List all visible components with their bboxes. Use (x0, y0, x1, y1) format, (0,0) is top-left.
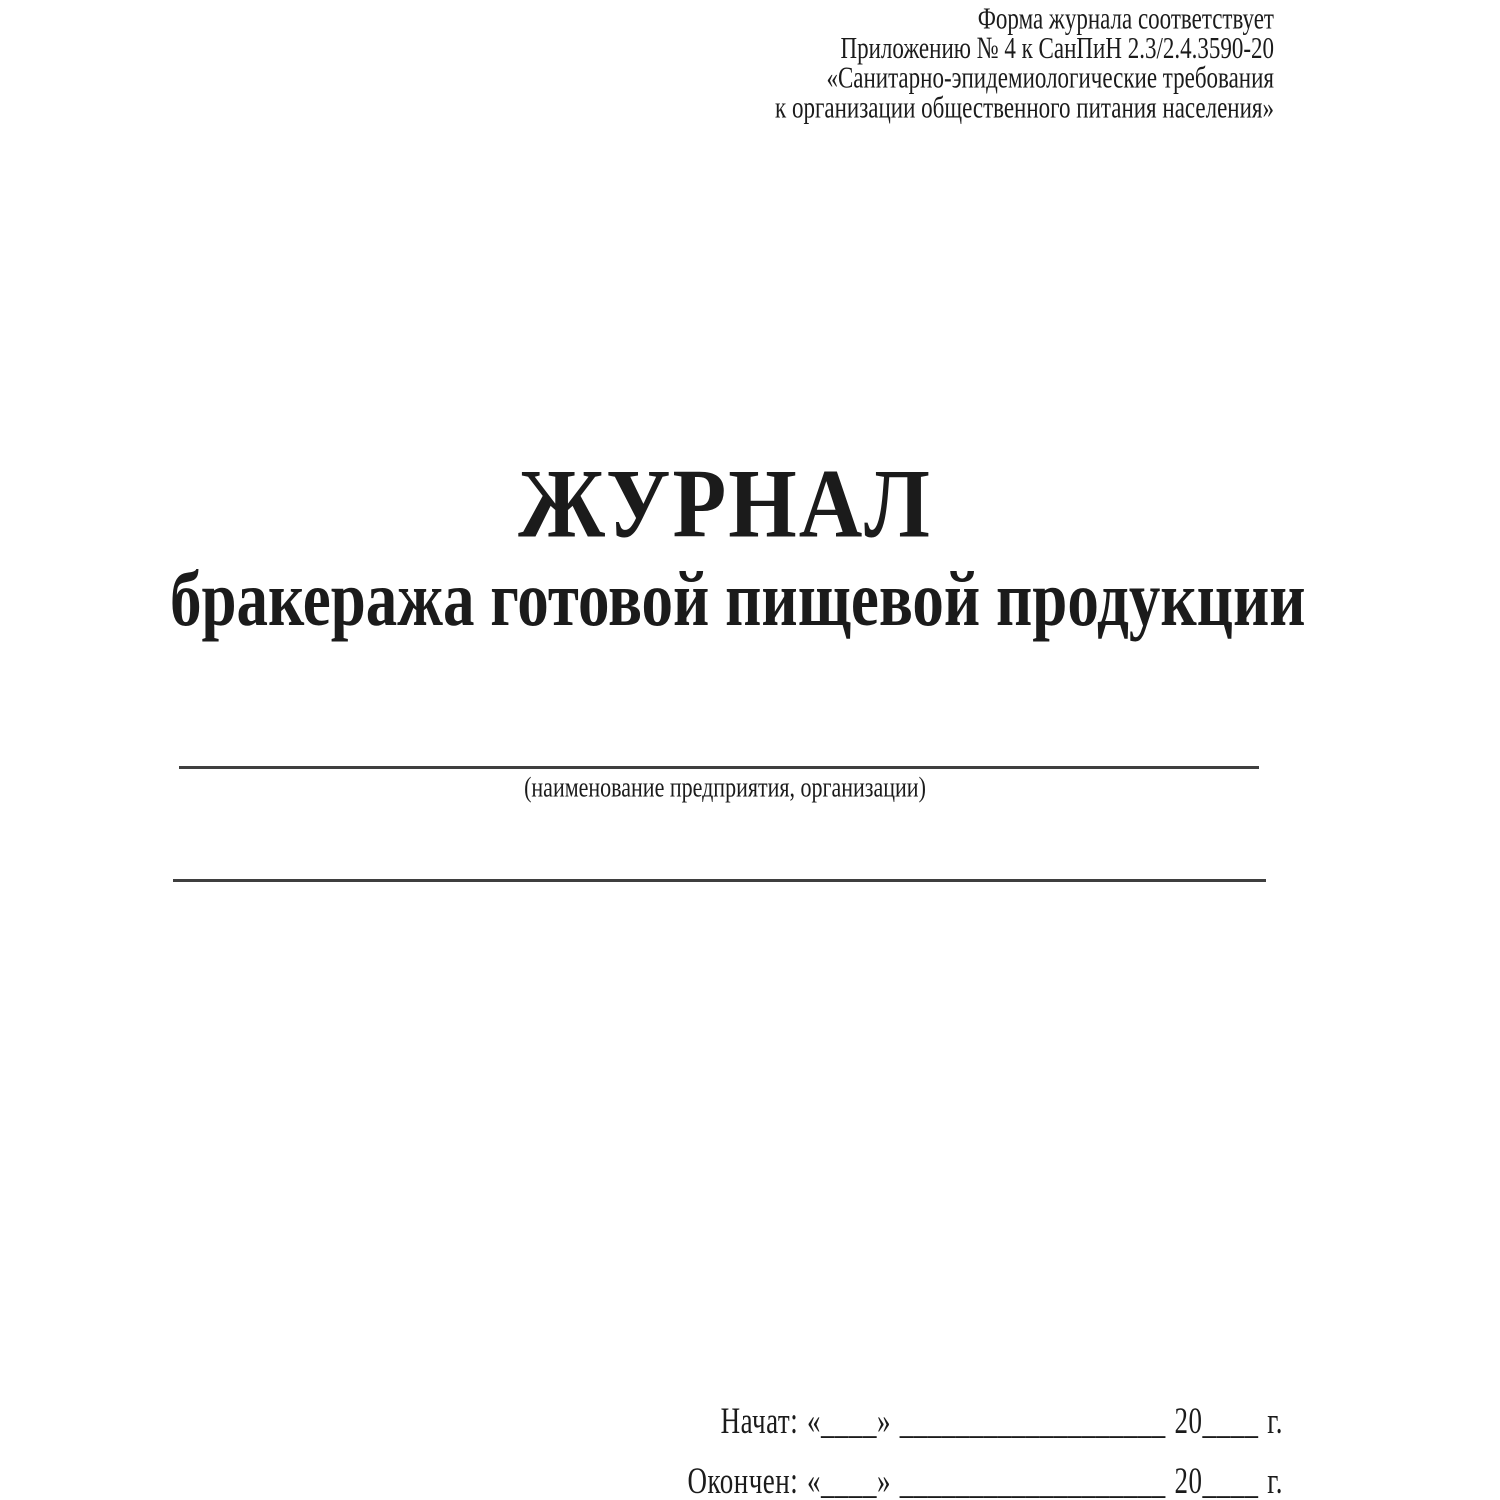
regulation-note-line: к организации общественного питания населения» (775, 90, 1274, 125)
regulation-reference-note (775, 1, 1274, 125)
started-date-row (721, 1400, 1283, 1443)
finished-label: Окончен: (687, 1460, 799, 1500)
regulation-note-line: Приложению № 4 к СанПиН 2.3/2.4.3590-20 (840, 31, 1274, 65)
started-day-blank: «____» (806, 1400, 891, 1442)
finished-year-prefix: 20 (1174, 1460, 1203, 1500)
started-year-suffix: г. (1267, 1400, 1283, 1442)
finished-year-suffix: г. (1267, 1460, 1283, 1500)
started-month-blank: ___________________ (899, 1400, 1166, 1442)
finished-year-blank: ____ (1202, 1460, 1259, 1500)
organization-fill-line (179, 766, 1259, 769)
organization-caption: (наименование предприятия, организации) (524, 770, 926, 804)
journal-title: ЖУРНАЛ (518, 450, 932, 560)
regulation-note-line: Форма журнала соответствует (977, 1, 1274, 36)
finished-date-row (688, 1460, 1284, 1500)
started-year-prefix: 20 (1174, 1400, 1203, 1442)
started-year-blank: ____ (1202, 1400, 1259, 1442)
journal-subtitle: бракеража готовой пищевой продукции (170, 555, 1306, 643)
finished-day-blank: «____» (806, 1460, 891, 1500)
regulation-note-line: «Санитарно-эпидемиологические требования (826, 60, 1274, 95)
finished-month-blank: ___________________ (899, 1460, 1166, 1500)
separator-line (173, 879, 1266, 882)
started-label: Начат: (720, 1400, 799, 1442)
journal-title-block (170, 450, 1280, 560)
